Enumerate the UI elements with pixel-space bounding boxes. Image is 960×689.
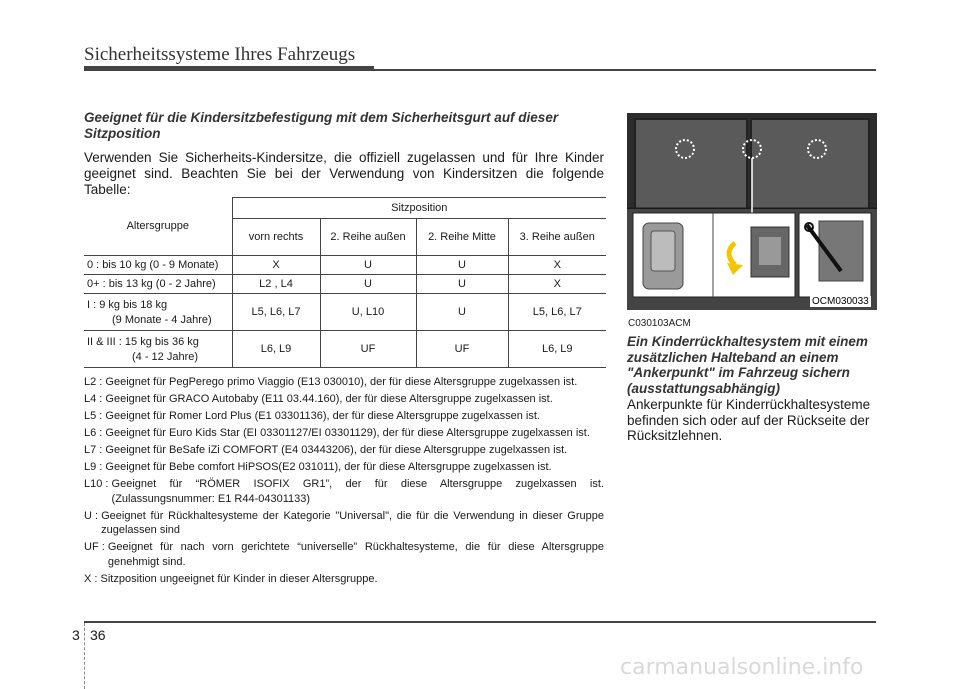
note-item <box>84 426 604 441</box>
intro-paragraph: Verwenden Sie Sicherheits-Kindersitze, die offiziell zugelassen und für Ihre Kinder geeignet sind. Beachten Sie bei der Verwendung von Kindersitzen die folgende Tabelle: <box>84 150 604 197</box>
photo-code: C030103ACM <box>628 318 691 329</box>
column-header: 3. Reihe außen <box>508 219 606 256</box>
table-cell: UF <box>416 331 508 368</box>
section-heading: Geeignet für die Kindersitzbefestigung mit dem Sicherheitsgurt auf dieser Sitzposition <box>84 110 559 141</box>
age-group-label: I : 9 kg bis 18 kg <box>87 298 168 311</box>
age-group-cell <box>84 331 232 368</box>
note-code: L4 : <box>84 393 106 405</box>
table-cell: L5, L6, L7 <box>508 294 606 331</box>
note-item <box>84 460 604 475</box>
anchor-section-text: Ankerpunkte für Kinderrückhaltesysteme befinden sich oder auf der Rückseite der Rücksitzlehnen. <box>627 397 871 443</box>
table-cell: U <box>416 275 508 294</box>
table-row <box>84 294 606 331</box>
note-code: UF : <box>84 541 108 553</box>
note-item <box>84 392 604 407</box>
age-group-cell: 0 : bis 10 kg (0 - 9 Monate) <box>84 256 232 275</box>
table-row <box>84 256 606 275</box>
column-header: 2. Reihe außen <box>320 219 416 256</box>
photo-label-text: OCM030033 <box>812 296 869 307</box>
note-code: L6 : <box>84 427 106 439</box>
table-cell: L5, L6, L7 <box>232 294 320 331</box>
note-item <box>84 572 604 587</box>
table-cell: L6, L9 <box>232 331 320 368</box>
note-text: Geeignet für Rückhaltesysteme der Kategorie "Universal", die für die Verwendung in dieser Gruppe zugelassen sind <box>101 509 604 536</box>
age-group-label: II & III : 15 kg bis 36 kg <box>87 335 199 348</box>
note-code: L7 : <box>84 444 106 456</box>
header-rule <box>374 69 876 71</box>
table-cell: U <box>416 294 508 331</box>
note-code: X : <box>84 572 101 585</box>
table-cell: U <box>416 256 508 275</box>
note-text: Geeignet für Romer Lord Plus (E1 03301136), der für diese Altersgruppe zugelxassen ist. <box>105 410 540 422</box>
note-text: Geeignet für Euro Kids Star (EI 03301127/EI 03301129), der für diese Altersgruppe zugelxassen ist. <box>105 427 590 439</box>
note-item <box>84 443 604 458</box>
cargo-area-illustration <box>627 113 877 310</box>
table-cell: X <box>508 275 606 294</box>
table-cell: X <box>508 256 606 275</box>
table-cell: UF <box>320 331 416 368</box>
page-number: 36 <box>90 627 106 643</box>
note-item <box>84 375 604 390</box>
watermark: carmanualsonline.info <box>620 655 864 680</box>
footer-divider <box>84 623 85 689</box>
note-text: Geeignet für BeSafe iZi COMFORT (E4 03443206), der für diese Altersgruppe zugelxassen ist. <box>105 444 568 456</box>
header-bar <box>84 66 374 71</box>
note-code: L2 : <box>84 376 106 388</box>
note-code: L10 : <box>84 478 112 490</box>
table-cell: U <box>320 275 416 294</box>
table-cell: L2 , L4 <box>232 275 320 294</box>
age-group-cell <box>84 294 232 331</box>
age-group-sublabel: (9 Monate - 4 Jahre) <box>112 313 212 326</box>
note-text: Geeignet für nach vorn gerichtete “universelle” Rückhaltesysteme, die für diese Altersgruppe genehmigt sind. <box>107 541 604 568</box>
table-cell: U <box>320 256 416 275</box>
table-cell: U, L10 <box>320 294 416 331</box>
age-group-sublabel: (4 - 12 Jahre) <box>132 350 199 363</box>
seat-position-header: Sitzposition <box>232 198 606 219</box>
age-group-cell: 0+ : bis 13 kg (0 - 2 Jahre) <box>84 275 232 294</box>
note-text: Geeignet für GRACO Autobaby (E11 03.44.160), der für diese Altersgruppe zugelxassen ist. <box>105 393 553 405</box>
note-item <box>84 477 604 506</box>
age-group-header: Altersgruppe <box>84 198 232 256</box>
note-text: Sitzposition ungeeignet für Kinder in dieser Altersgruppe. <box>100 572 378 585</box>
note-code: L5 : <box>84 410 106 422</box>
note-item <box>84 509 604 538</box>
anchor-section-heading: Ein Kinderrückhaltesystem mit einem zusätzlichen Halteband an einem "Ankerpunkt" im Fahrzeug sichern (ausstattungsabhängig) <box>627 334 868 396</box>
photo-label <box>810 296 871 307</box>
column-header: vorn rechts <box>232 219 320 256</box>
table-row <box>84 331 606 368</box>
note-text: Geeignet für PegPerego primo Viaggio (E13 030010), der für diese Altersgruppe zugelxassen ist. <box>105 376 578 388</box>
table-row <box>84 275 606 294</box>
table-cell: L6, L9 <box>508 331 606 368</box>
note-text: Geeignet für Bebe comfort HiPSOS(E2 031011), der für diese Altersgruppe zugelxassen ist. <box>105 461 552 473</box>
note-item <box>84 409 604 424</box>
note-code: L9 : <box>84 461 106 473</box>
notes-list <box>84 375 604 589</box>
page-header-title: Sicherheitssysteme Ihres Fahrzeugs <box>84 44 356 65</box>
seat-position-table <box>84 197 606 368</box>
note-code: U : <box>84 509 102 522</box>
chapter-number: 3 <box>72 627 80 643</box>
note-text: Geeignet für “RÖMER ISOFIX GR1”, der für diese Altersgruppe zugelxassen ist. (Zulassungsnummer: E1 R44-04301133) <box>111 478 604 505</box>
table-cell: X <box>232 256 320 275</box>
column-header: 2. Reihe Mitte <box>416 219 508 256</box>
anchor-point-photo <box>627 113 877 310</box>
note-item <box>84 540 604 569</box>
footer-rule <box>84 621 876 623</box>
